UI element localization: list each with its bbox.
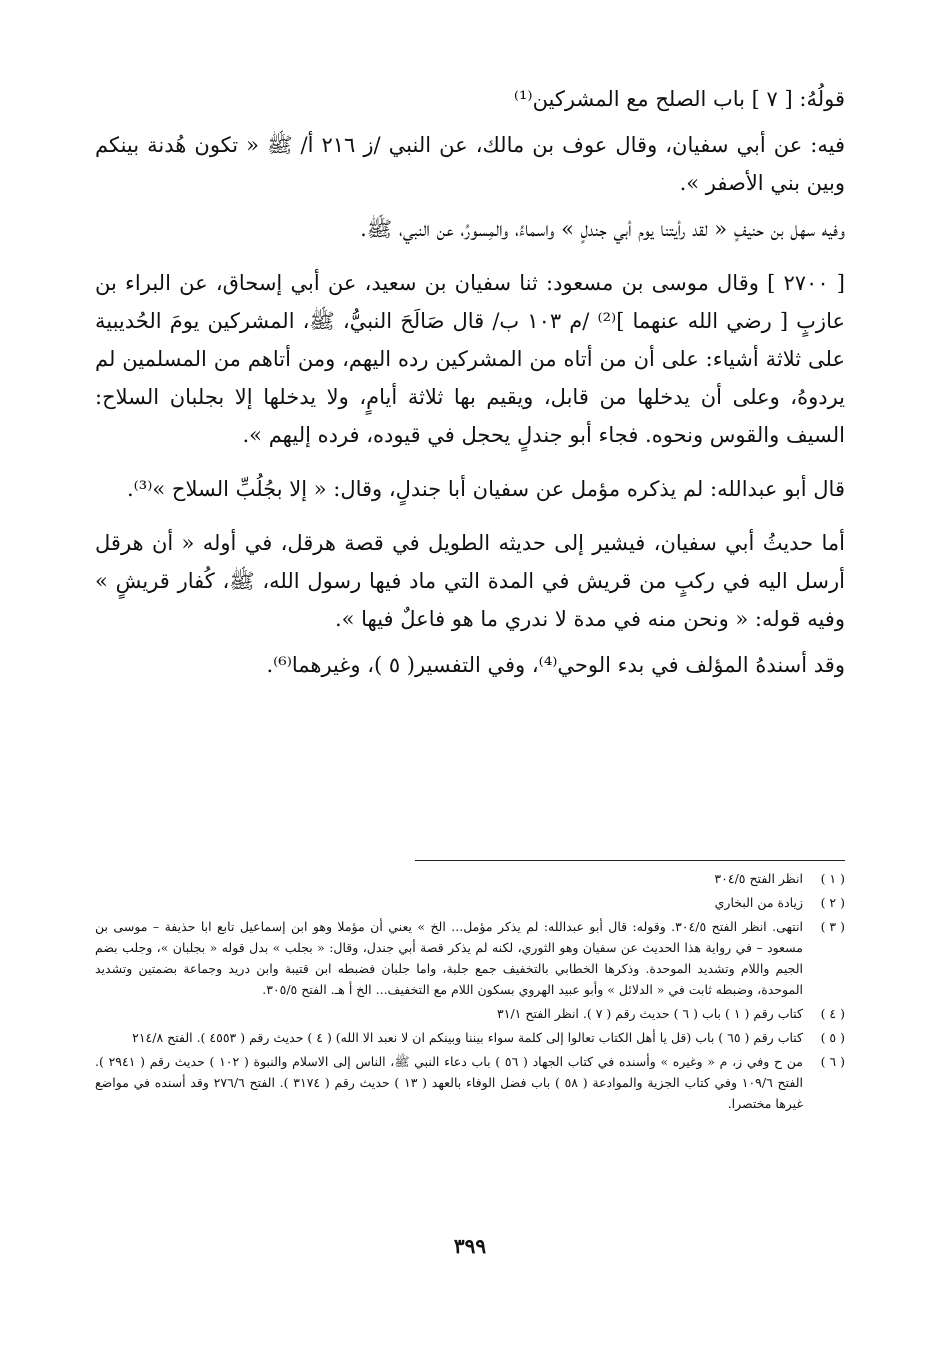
footnote-text: زيادة من البخاري: [714, 895, 803, 910]
paragraph: وفيه سهل بن حنيفٍ « لقد رأيتنا يوم أبي جندلٍ » واسماءُ، والمِسورُ، عن النبي، ﷺ.: [360, 217, 845, 241]
paragraph: وقد أسندهُ المؤلف في بدء الوحي⁽⁴⁾، وفي التفسير( ٥ )، وغيرهما⁽⁶⁾.: [266, 653, 845, 677]
footnote-number: ( ٤ ): [820, 1006, 845, 1021]
footnote-text: انتهى. انظر الفتح ٣٠٤/٥. وقوله: قال أبو عبدالله: لم يذكر مؤمل... الخ » يعني أن مؤملا وهو ابن إسماعيل تابع ابا حذيفة – موسى بن مسعود – في رواية هذا الحديث عن سفيان وهو الثوري، لكنه لم يذكر قصة أبي جندل، وقال: « بجلب » بدل قوله « بجلبان »، وجلب بضم الجيم واللام وتشديد الموحدة. وذكرها الخطابي بالتخفيف جمع جلبة، واما جلبان فضبطه ابن قتيبة وابن دريد وجماعة بضمتين وتشديد الموحدة، وضبطه ثابت في « الدلائل » وأبو عبيد الهروي بسكون اللام مع التخفيف... الخ أ هـ. الفتح ٣٠٥/٥.: [95, 919, 803, 997]
chapter-heading: قولُهُ: [ ٧ ] باب الصلح مع المشركين⁽¹⁾: [513, 87, 845, 111]
paragraph: فيه: عن أبي سفيان، وقال عوف بن مالك، عن النبي /ز ٢١٦ أ/ ﷺ « تكون هُدنة بينكم وبين بني الأصفر ».: [95, 133, 846, 195]
footnote-number: ( ١ ): [820, 871, 845, 886]
footnote-text: انظر الفتح ٣٠٤/٥: [714, 871, 803, 886]
footnote-number: ( ٣ ): [820, 919, 845, 934]
footnote-text: كتاب رقم ( ٦٥ ) باب (قل يا أهل الكتاب تعالوا إلى كلمة سواء بيننا وبينكم ان لا نعبد الا الله) ( ٤ ) حديث رقم ( ٤٥٥٣ ). الفتح ٢١٤/٨: [132, 1030, 803, 1045]
page-number: ٣٩٩: [453, 1234, 487, 1258]
footnote: [95, 1003, 845, 1024]
footnote-number: ( ٦ ): [820, 1054, 845, 1069]
footnote: [95, 916, 845, 1000]
footnote-text: من ح وفي ز، م « وغيره » وأسنده في كتاب الجهاد ( ٥٦ ) باب دعاء النبي ﷺ، الناس إلى الاسلام والنبوة ( ١٠٢ ) حديث رقم ( ٢٩٤١ ). الفتح ١٠٩/٦ وفي كتاب الجزية والموادعة ( ٥٨ ) باب فضل الوفاء بالعهد ( ١٣ ) حديث رقم ( ٣١٧٤ ). الفتح ٢٧٦/٦ وقد أسنده في مواضع غيرها مختصرا.: [95, 1054, 804, 1111]
footnote-text: كتاب رقم ( ١ ) باب ( ٦ ) حديث رقم ( ٧ ). انظر الفتح ٣١/١: [497, 1006, 803, 1021]
footnote: [95, 1027, 845, 1048]
hadith-paragraph: [ ٢٧٠٠ ] وقال موسى بن مسعود: ثنا سفيان بن سعيد، عن أبي إسحاق، عن البراء بن عازبٍ [ رضي الله عنهما ]⁽²⁾ /م ١٠٣ ب/ قال صَالَحَ النبيُّ، ﷺ، المشركين يومَ الحُديبية على ثلاثة أشياء: على أن من أتاه من المشركين رده اليهم، ومن أتاهم من المسلمين لم يردوهُ، وعلى أن يدخلها من قابل، ويقيم بها ثلاثة أيامٍ، ولا يدخلها إلا بجلبان السلاح: السيف والقوس ونحوه. فجاء أبو جندلٍ يحجل في قيوده، فرده إليهم ».: [95, 271, 846, 447]
main-text: [95, 80, 845, 692]
footnote-number: ( ٥ ): [820, 1030, 845, 1045]
footnotes: [95, 868, 845, 1117]
footnote: [95, 892, 845, 913]
commentary-paragraph: أما حديثُ أبي سفيان، فيشير إلى حديثه الطويل في قصة هرقل، في أوله « أن هرقل أرسل اليه في ركبٍ من قريش في المدة التي ماد فيها رسول الله، ﷺ، كُفار قريشٍ » وفيه قوله: « ونحن منه في مدة لا ندري ما هو فاعلٌ فيها ».: [95, 531, 845, 631]
footnote-separator: [415, 860, 845, 861]
footnote-number: ( ٢ ): [820, 895, 845, 910]
footnote: [95, 1051, 845, 1114]
paragraph: قال أبو عبدالله: لم يذكره مؤمل عن سفيان أبا جندلٍ، وقال: « إلا بجُلُبِّ السلاح »⁽³⁾.: [126, 477, 845, 501]
footnote: [95, 868, 845, 889]
